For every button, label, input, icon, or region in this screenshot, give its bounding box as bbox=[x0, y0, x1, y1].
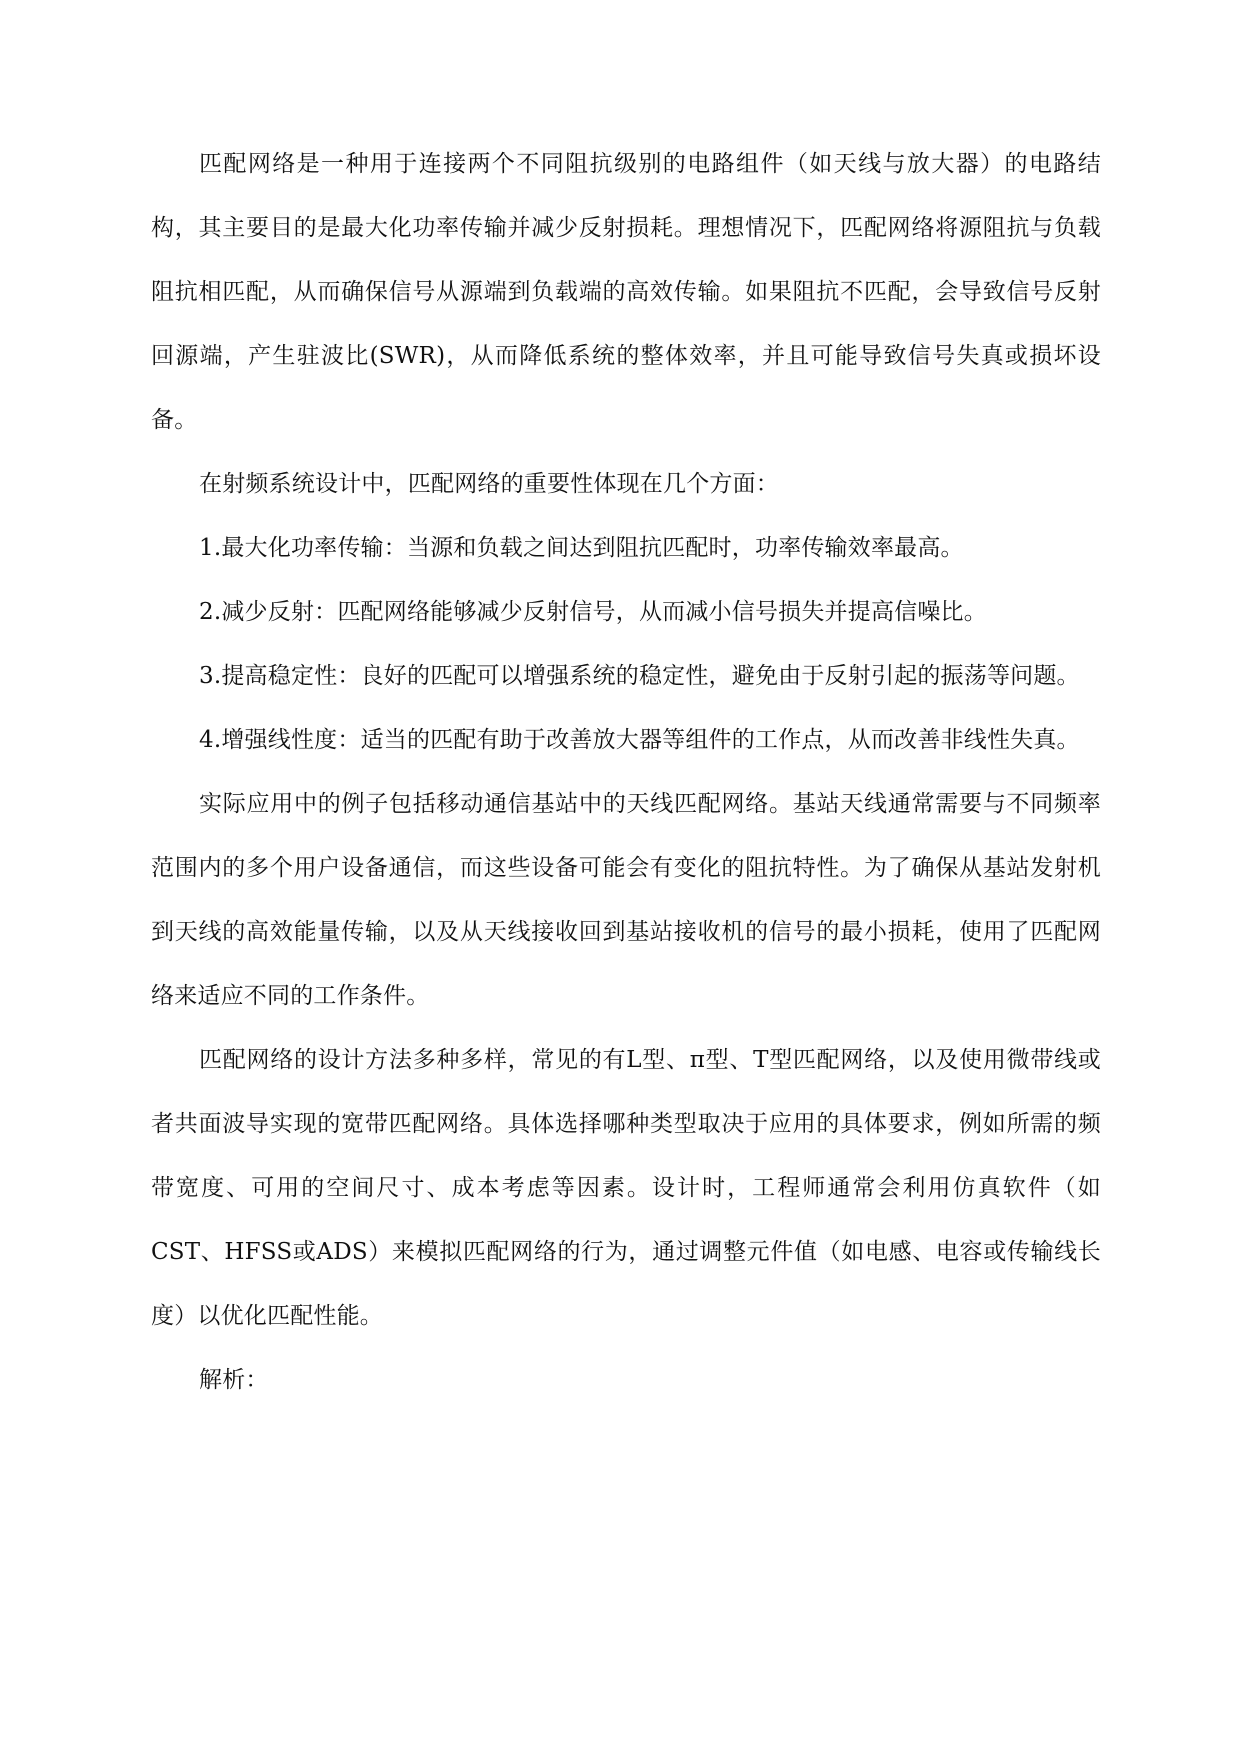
list-item-stability: 3.提高稳定性：良好的匹配可以增强系统的稳定性，避免由于反射引起的振荡等问题。 bbox=[199, 663, 1080, 689]
paragraph-importance-lead: 在射频系统设计中，匹配网络的重要性体现在几个方面： bbox=[199, 471, 779, 497]
paragraph-analysis-heading: 解析： bbox=[199, 1367, 269, 1393]
list-item-linearity: 4.增强线性度：适当的匹配有助于改善放大器等组件的工作点，从而改善非线性失真。 bbox=[199, 727, 1080, 753]
paragraph-design-methods: 匹配网络的设计方法多种多样，常见的有L型、π型、T型匹配网络，以及使用微带线或者共面波导实现的宽带匹配网络。具体选择哪种类型取决于应用的具体要求，例如所需的频带宽度、可用的空间尺寸、成本考虑等因素。设计时，工程师通常会利用仿真软件（如CST、HFSS或ADS）来模拟匹配网络的行为，通过调整元件值（如电感、电容或传输线长度）以优化匹配性能。 bbox=[151, 1047, 1101, 1329]
paragraph-application-example: 实际应用中的例子包括移动通信基站中的天线匹配网络。基站天线通常需要与不同频率范围内的多个用户设备通信，而这些设备可能会有变化的阻抗特性。为了确保从基站发射机到天线的高效能量传输，以及从天线接收回到基站接收机的信号的最小损耗，使用了匹配网络来适应不同的工作条件。 bbox=[151, 791, 1101, 1009]
document-body bbox=[151, 132, 1101, 1412]
paragraph-intro: 匹配网络是一种用于连接两个不同阻抗级别的电路组件（如天线与放大器）的电路结构，其主要目的是最大化功率传输并减少反射损耗。理想情况下，匹配网络将源阻抗与负载阻抗相匹配，从而确保信号从源端到负载端的高效传输。如果阻抗不匹配，会导致信号反射回源端，产生驻波比(SWR)，从而降低系统的整体效率，并且可能导致信号失真或损坏设备。 bbox=[151, 151, 1101, 433]
list-item-power-transfer: 1.最大化功率传输：当源和负载之间达到阻抗匹配时，功率传输效率最高。 bbox=[199, 535, 964, 561]
list-item-reduce-reflection: 2.减少反射：匹配网络能够减少反射信号，从而减小信号损失并提高信噪比。 bbox=[199, 599, 987, 625]
